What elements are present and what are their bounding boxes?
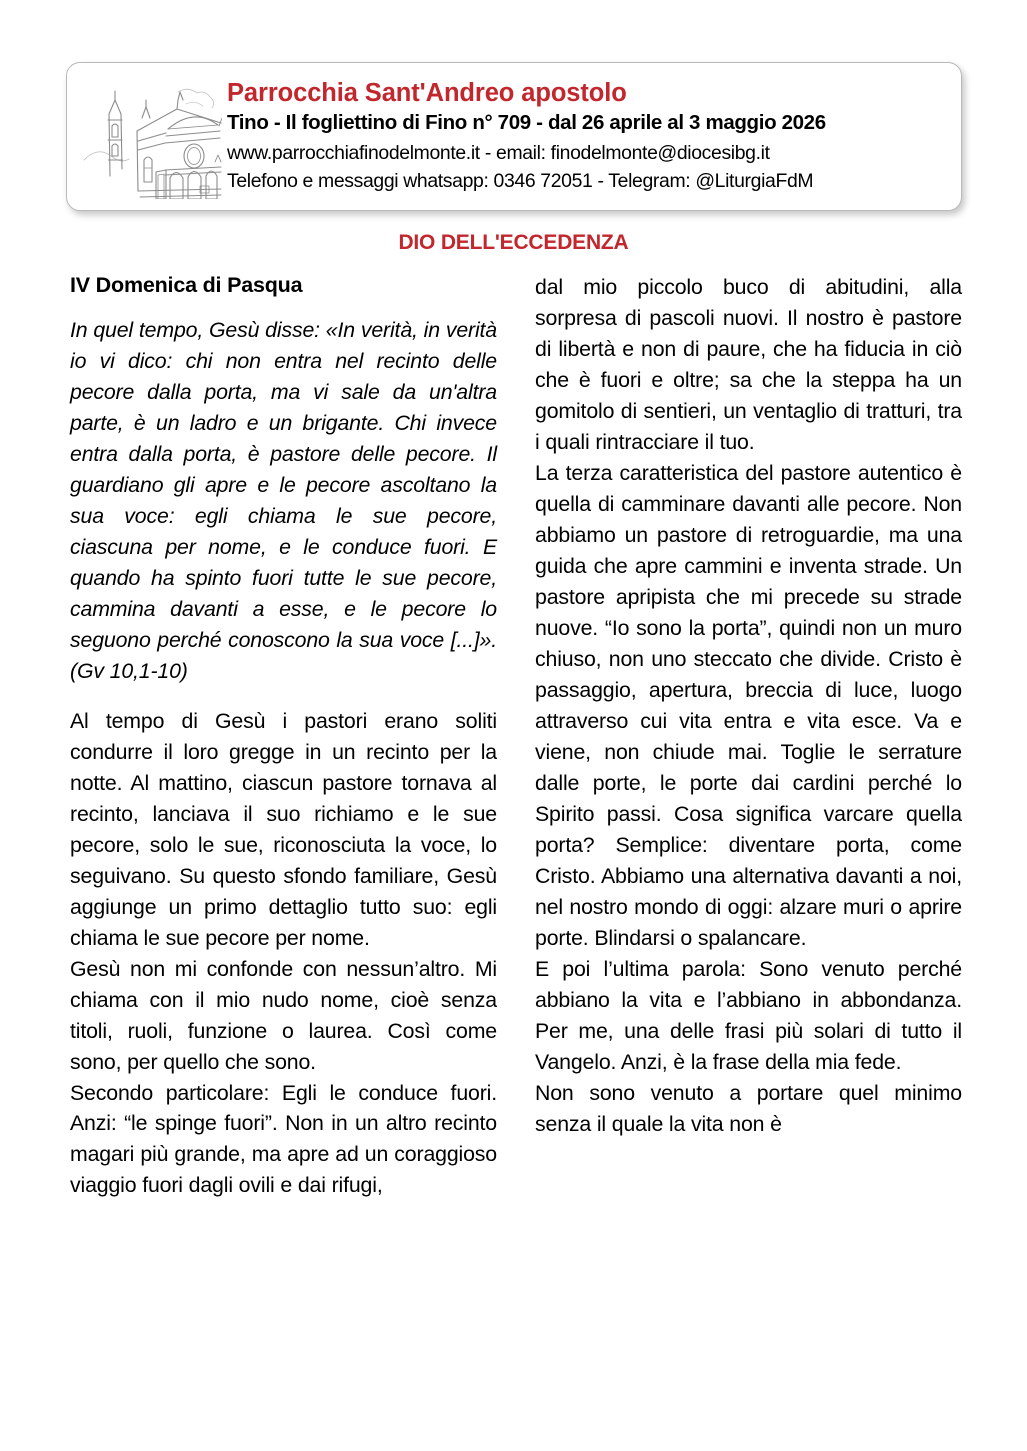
parish-title: Parrocchia Sant'Andreo apostolo [227,79,627,108]
commentary-paragraph: Gesù non mi confonde con nessun’altro. Mi chiama con il mio nudo nome, cioè senza titoli, ruoli, funzione o laurea. Così come sono, per quello che sono. [70,956,497,1074]
commentary-paragraph: Secondo particolare: Egli le conduce fuori. Anzi: “le spinge fuori”. Non in un altro recinto magari più grande, ma apre ad un coraggioso viaggio fuori dagli ovili e dai rifugi, [70,1080,497,1198]
right-column [535,272,962,1201]
left-column [70,272,497,1201]
commentary-paragraph: La terza caratteristica del pastore autentico è quella di camminare davanti alle pecore. Non abbiamo un pastore di retroguardie, ma una guida che apre cammini e inventa strade. Un pastore apripista che mi precede su strade nuove. “Io sono la porta”, quindi non un muro chiuso, non uno steccato che divide. Cristo è passaggio, apertura, breccia di luce, luogo attraverso cui vita entra e vita esce. Va e viene, non chiude mai. Toglie le serrature dalle porte, le porte dai cardini perché lo Spirito passi. Cosa significa varcare quella porta? Semplice: diventare porta, come Cristo. Abbiamo una alternativa davanti a noi, nel nostro mondo di oggi: alzare muri o aprire porte. Blindarsi o spalancare. [535,460,962,950]
church-line-drawing-icon [82,74,222,199]
sunday-subtitle: IV Domenica di Pasqua [70,273,303,297]
website-email-line: www.parrocchiafinodelmonte.it - email: finodelmonte@diocesibg.it [227,141,770,164]
commentary-paragraph: Al tempo di Gesù i pastori erano soliti condurre il loro gregge in un recinto per la notte. Al mattino, ciascun pastore tornava al recinto, lanciava il suo richiamo e le sue pecore, solo le sue, riconosciuta la voce, lo seguivano. Su questo sfondo familiare, Gesù aggiunge un primo dettaglio tutto suo: egli chiama le sue pecore per nome. [70,708,497,950]
bulletin-issue-line: Tino - Il fogliettino di Fino n° 709 - dal 26 aprile al 3 maggio 2026 [227,111,826,135]
phone-telegram-line: Telefono e messaggi whatsapp: 0346 72051 - Telegram: @LiturgiaFdM [227,169,814,192]
header-text-block [227,63,961,210]
article-headline: DIO DELL'ECCEDENZA [398,231,629,254]
commentary-paragraph: E poi l’ultima parola: Sono venuto perché abbiano la vita e l’abbiano in abbondanza. Per me, una delle frasi più solari di tutto il Vangelo. Anzi, è la frase della mia fede. [535,956,962,1074]
gospel-reading: In quel tempo, Gesù disse: «In verità, in verità io vi dico: chi non entra nel recinto delle pecore dalla porta, ma vi sale da un'altra parte, è un ladro e un brigante. Chi invece entra dalla porta, è pastore delle pecore. Il guardiano gli apre e le pecore ascoltano la sua voce: egli chiama le sue pecore, ciascuna per nome, e le conduce fuori. E quando ha spinto fuori tutte le sue pecore, cammina davanti a esse, e le pecore lo seguono perché conoscono la sua voce [...]». (Gv 10,1-10) [70,317,497,683]
church-logo [67,63,227,210]
bulletin-header-box [66,62,962,211]
commentary-paragraph: Non sono venuto a portare quel minimo senza il quale la vita non è [535,1080,962,1136]
commentary-paragraph: dal mio piccolo buco di abitudini, alla sorpresa di pascoli nuovi. Il nostro è pastore di libertà e non di paure, che ha fiducia in ciò che è fuori e oltre; sa che la steppa ha un gomitolo di sentieri, un ventaglio di tratturi, tra i quali rintracciare il tuo. [535,275,962,454]
article-columns [70,272,962,1201]
